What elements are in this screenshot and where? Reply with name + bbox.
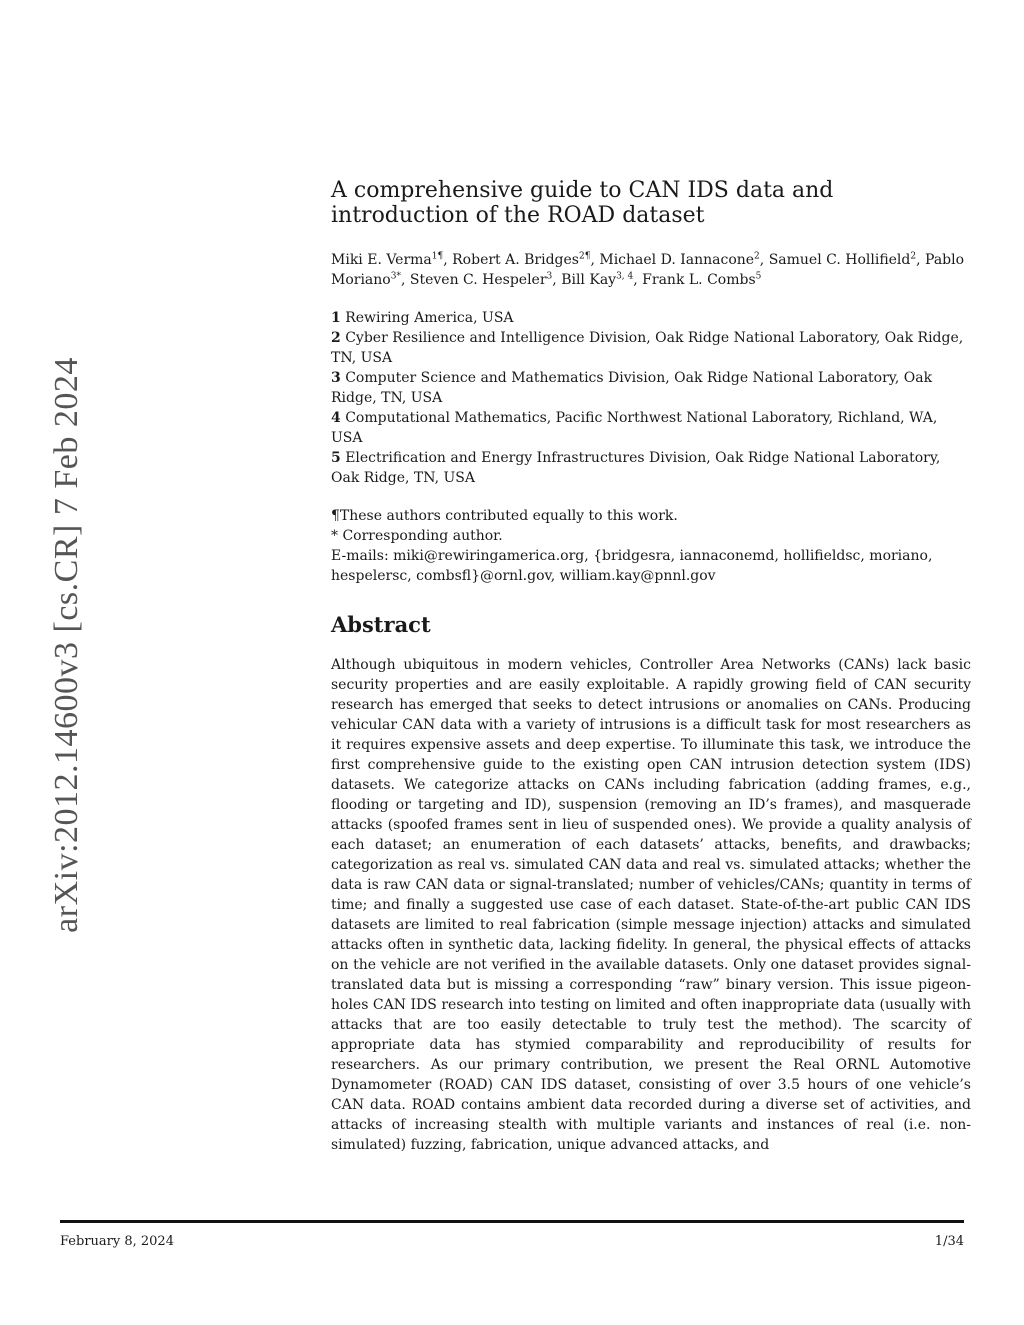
affiliation-item: 2 Cyber Resilience and Intelligence Division, Oak Ridge National Laboratory, Oak Ridge, TN, USA	[331, 330, 964, 366]
arxiv-identifier-stamp: arXiv:2012.14600v3 [cs.CR] 7 Feb 2024	[48, 357, 85, 933]
equal-contribution-note: ¶These authors contributed equally to this work.	[331, 508, 678, 524]
author: Bill Kay$^{3, 4}$,	[561, 271, 643, 288]
paper-first-page	[331, 178, 971, 1155]
footer-divider	[60, 1220, 964, 1223]
corresponding-author-note: * Corresponding author.	[331, 528, 503, 544]
abstract-body: Although ubiquitous in modern vehicles, Controller Area Networks (CANs) lack basic security properties and are easily exploitable. A rapidly growing field of CAN security research has emerged that seeks to detect intrusions or anomalies on CANs. Producing vehicular CAN data with a variety of intrusions is a difficult task for most researchers as it requires expensive assets and deep expertise. To illuminate this task, we introduce the first comprehensive guide to the existing open CAN intrusion detection system (IDS) datasets. We categorize attacks on CANs including fabrication (adding frames, e.g., flooding or targeting and ID), suspension (removing an ID’s frames), and masquerade attacks (spoofed frames sent in lieu of suspended ones). We provide a quality analysis of each dataset; an enumeration of each datasets’ attacks, benefits, and drawbacks; categorization as real vs. simulated CAN data and real vs. simulated attacks; whether the data is raw CAN data or signal-translated; number of vehicles/CANs; quantity in terms of time; and finally a suggested use case of each dataset. State-of-the-art public CAN IDS datasets are limited to real fabrication (simple message injection) attacks and simulated attacks often in synthetic data, lacking fidelity. In general, the physical effects of attacks on the vehicle are not verified in the available datasets. Only one dataset provides signal-translated data but is missing a corresponding “raw” binary version. This issue pigeon-holes CAN IDS research into testing on limited and often inappropriate data (usually with attacks that are too easily detectable to truly test the method). The scarcity of appropriate data has stymied comparability and reproducibility of results for researchers. As our primary contribution, we present the Real ORNL Automotive Dynamometer (ROAD) CAN IDS dataset, consisting of over 3.5 hours of one vehicle’s CAN data. ROAD contains ambient data recorded during a diverse set of activities, and attacks of increasing stealth with multiple variants and instances of real (i.e. non-simulated) fuzzing, fabrication, unique advanced attacks, and	[331, 657, 971, 1153]
author: Frank L. Combs$^5$	[642, 271, 762, 288]
page-number: 1/34	[934, 1234, 964, 1249]
affiliation-item: 1 Rewiring America, USA	[331, 310, 514, 326]
abstract-heading: Abstract	[331, 612, 431, 637]
footer-date: February 8, 2024	[60, 1234, 174, 1249]
affiliation-item: 4 Computational Mathematics, Pacific Northwest National Laboratory, Richland, WA, USA	[331, 410, 938, 446]
email-list: E-mails: miki@rewiringamerica.org, {bridgesra, iannaconemd, hollifieldsc, moriano, hespelersc, combsfl}@ornl.gov, william.kay@pnnl.gov	[331, 548, 933, 584]
author: Steven C. Hespeler$^3$,	[409, 271, 562, 288]
author: Robert A. Bridges$^{2\P}$,	[452, 251, 600, 268]
affiliation-list	[331, 308, 971, 488]
author: Pablo Moriano$^{3*}$,	[331, 252, 965, 288]
paper-title: A comprehensive guide to CAN IDS data and introduction of the ROAD dataset	[331, 178, 834, 228]
affiliation-item: 5 Electrification and Energy Infrastructures Division, Oak Ridge National Laboratory, Oak Ridge, TN, USA	[331, 450, 941, 486]
author-notes	[331, 506, 971, 586]
author: Miki E. Verma$^{1\P}$,	[331, 251, 453, 268]
author-list	[331, 250, 971, 290]
author: Samuel C. Hollifield$^2$,	[768, 251, 926, 268]
affiliation-item: 3 Computer Science and Mathematics Division, Oak Ridge National Laboratory, Oak Ridge, TN, USA	[331, 370, 933, 406]
author: Michael D. Iannacone$^2$,	[599, 251, 769, 268]
